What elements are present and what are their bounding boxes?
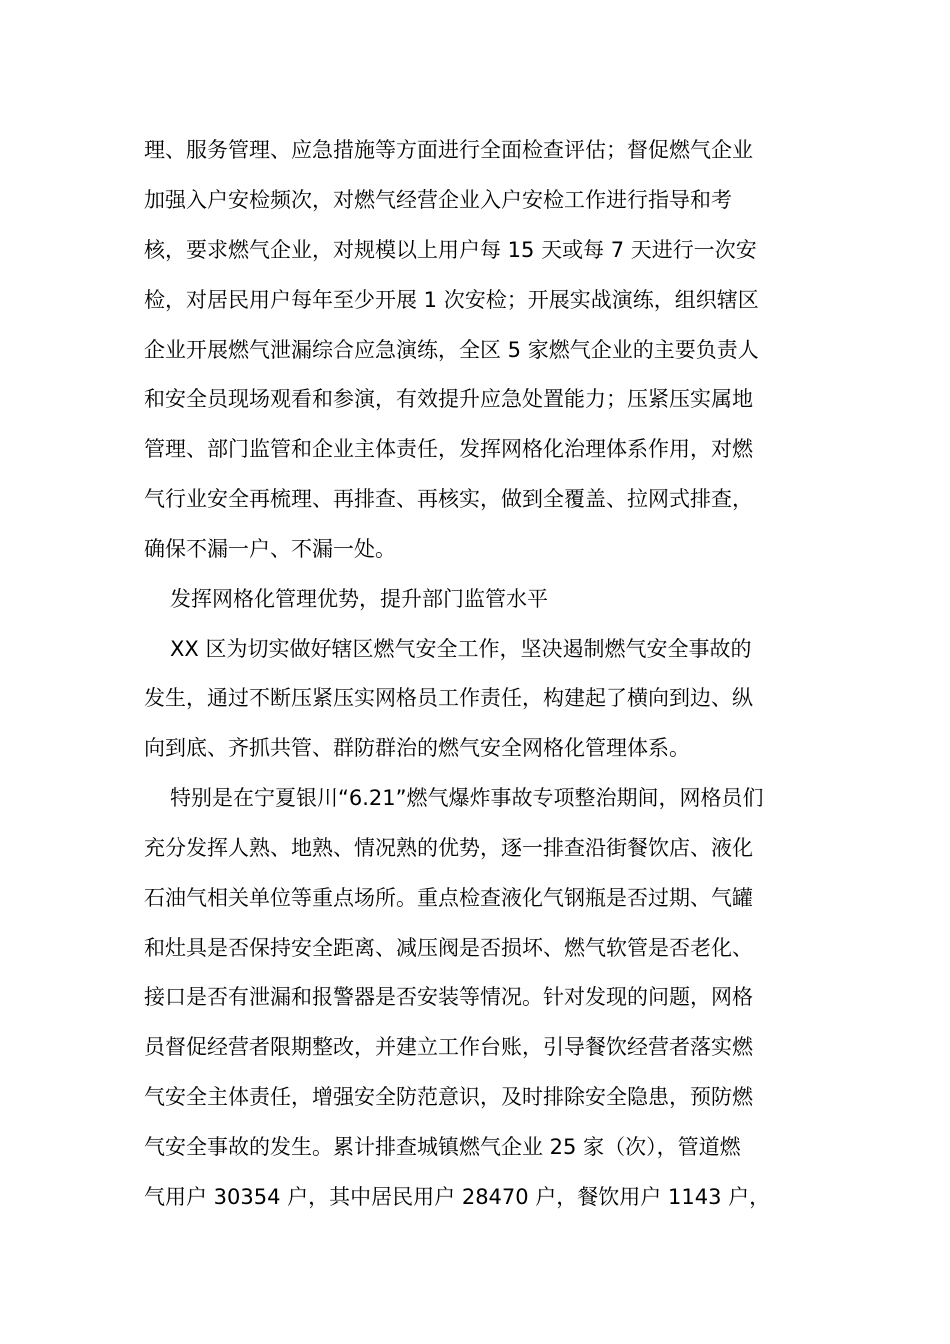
paragraph-line: 管理、部门监管和企业主体责任，发挥网格化治理体系作用，对燃: [144, 437, 753, 461]
paragraph-line: 发生，通过不断压紧压实网格员工作责任，构建起了横向到边、纵: [144, 686, 753, 710]
paragraph-line: 接口是否有泄漏和报警器是否安装等情况。针对发现的问题，网格: [144, 985, 753, 1009]
paragraph-line: 确保不漏一户、不漏一处。: [144, 537, 396, 561]
paragraph-line: XX 区为切实做好辖区燃气安全工作，坚决遏制燃气安全事故的: [170, 637, 752, 661]
paragraph-line: 检，对居民用户每年至少开展 1 次安检；开展实战演练，组织辖区: [144, 288, 759, 312]
paragraph-line: 充分发挥人熟、地熟、情况熟的优势，逐一排查沿街餐饮店、液化: [144, 836, 753, 860]
paragraph-line: 和安全员现场观看和参演，有效提升应急处置能力；压紧压实属地: [144, 387, 753, 411]
paragraph-line: 加强入户安检频次，对燃气经营企业入户安检工作进行指导和考: [144, 188, 732, 212]
paragraph-line: 企业开展燃气泄漏综合应急演练，全区 5 家燃气企业的主要负责人: [144, 338, 759, 362]
paragraph-line: 气行业安全再梳理、再排查、再核实，做到全覆盖、拉网式排查，: [144, 487, 753, 511]
paragraph-line: 气安全主体责任，增强安全防范意识，及时排除安全隐患，预防燃: [144, 1085, 753, 1109]
paragraph-line: 石油气相关单位等重点场所。重点检查液化气钢瓶是否过期、气罐: [144, 886, 753, 910]
paragraph-line: 气用户 30354 户，其中居民用户 28470 户，餐饮用户 1143 户，: [144, 1185, 771, 1209]
paragraph-line: 向到底、齐抓共管、群防群治的燃气安全网格化管理体系。: [144, 736, 690, 760]
paragraph-line: 理、服务管理、应急措施等方面进行全面检查评估；督促燃气企业: [144, 138, 753, 162]
paragraph-line: 员督促经营者限期整改，并建立工作台账，引导餐饮经营者落实燃: [144, 1035, 753, 1059]
paragraph-line: 气安全事故的发生。累计排查城镇燃气企业 25 家（次），管道燃: [144, 1135, 741, 1159]
section-heading: 发挥网格化管理优势，提升部门监管水平: [170, 587, 548, 611]
paragraph-line: 和灶具是否保持安全距离、减压阀是否损坏、燃气软管是否老化、: [144, 936, 753, 960]
paragraph-line: 特别是在宁夏银川“6.21”燃气爆炸事故专项整治期间，网格员们: [170, 786, 764, 810]
paragraph-line: 核，要求燃气企业，对规模以上用户每 15 天或每 7 天进行一次安: [144, 238, 757, 262]
